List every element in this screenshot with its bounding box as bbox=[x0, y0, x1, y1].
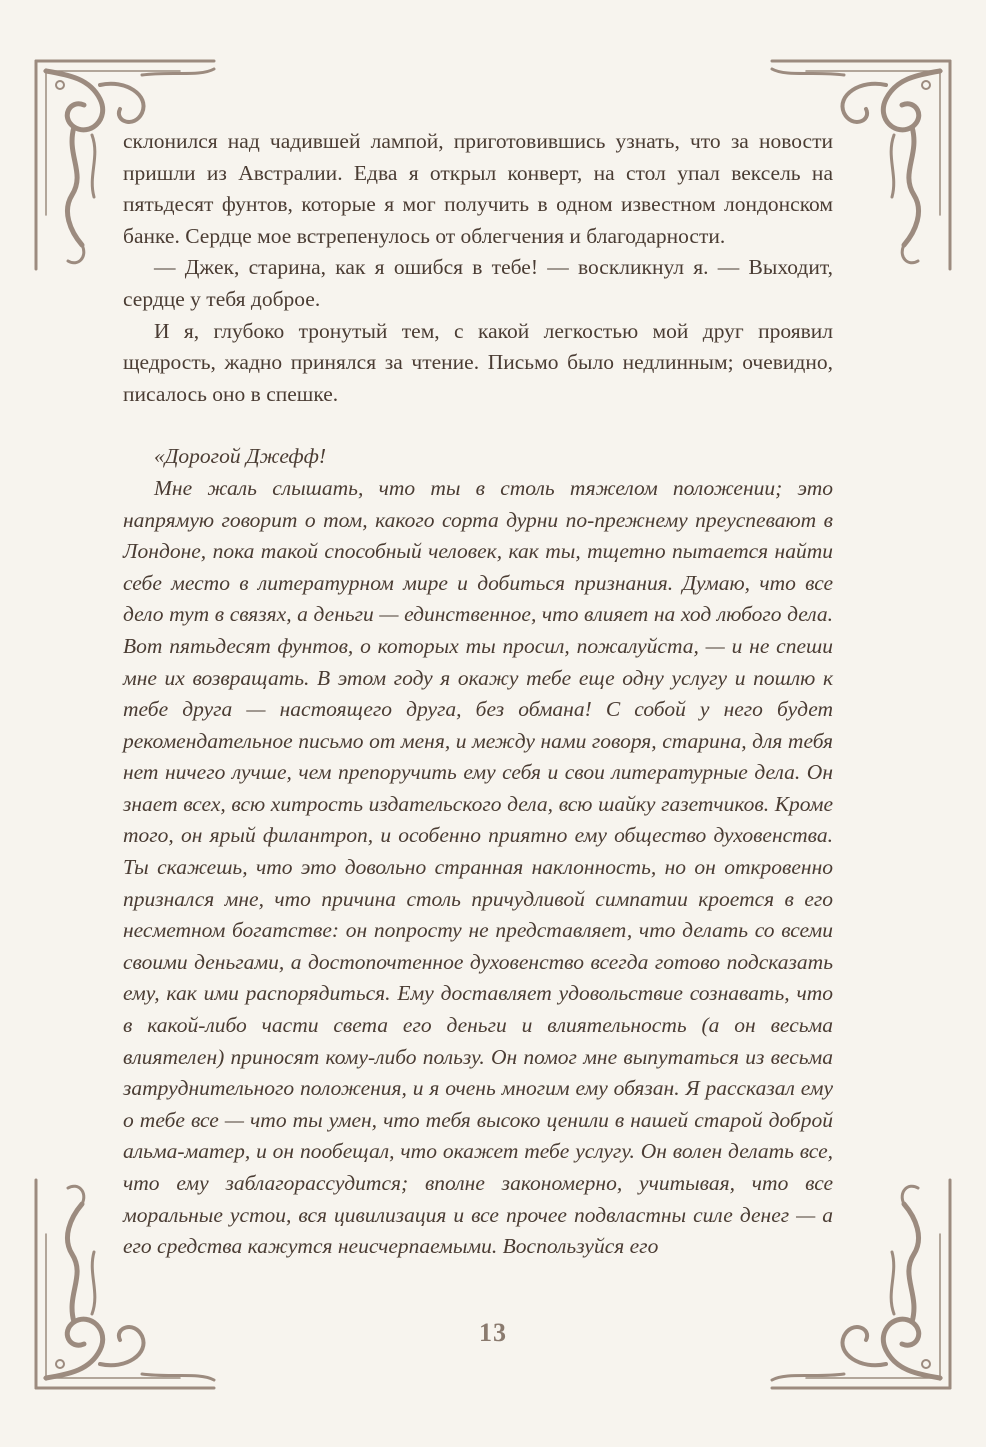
letter-body: Мне жаль слышать, что ты в столь тяжелом положении; это напрямую говорит о том, какого сорта дурни по-прежнему преуспевают в Лондоне, пока такой способный человек, как ты, тщетно пытается найти себе место в литературном мире и добиться признания. Думаю, что все дело тут в связях, а деньги — единственное, что влияет на ход любого дела. Вот пятьдесят фунтов, о которых ты просил, пожалуйста, — и не спеши мне их возвращать. В этом году я окажу тебе еще одну услугу и пошлю к тебе друга — настоящего друга, без обмана! С собой у него будет рекомендательное письмо от меня, и между нами говоря, старина, для тебя нет ничего лучше, чем препоручить ему себя и свои литературные дела. Он знает всех, всю хитрость издательского дела, всю шайку газетчиков. Кроме того, он ярый филантроп, и особенно приятно ему общество духовенства. Ты скажешь, что это довольно странная наклонность, но он откровенно признался мне, что причина столь причудливой симпатии кроется в его несметном богатстве: он попросту не представляет, что делать со всеми своими деньгами, а достопочтенное духовенство всегда готово подсказать ему, как ими распорядиться. Ему доставляет удовольствие сознавать, что в какой-либо части света его деньги и влиятельность (а он весьма влиятелен) приносят кому-либо пользу. Он помог мне выпутаться из весьма затруднительного положения, и я очень многим ему обязан. Я рассказал ему о тебе все — что ты умен, что тебя высоко ценили в нашей старой доброй альма-матер, и он пообещал, что окажет тебе услугу. Он волен делать все, что ему заблагорассудится; вполне закономерно, учитывая, что все моральные устои, вся цивилизация и все прочее подвластны силе денег — а его средства кажутся неисчерпаемыми. Воспользуйся его bbox=[123, 475, 833, 1259]
letter-salutation: «Дорогой Джефф! bbox=[154, 444, 327, 469]
body-text bbox=[123, 126, 833, 1263]
paragraph-gap bbox=[123, 410, 833, 441]
page-number: 13 bbox=[479, 1318, 507, 1347]
paragraph: — Джек, старина, как я ошибся в тебе! — воскликнул я. — Выходит, сердце у тебя доброе. bbox=[123, 255, 833, 311]
paragraph: И я, глубоко тронутый тем, с какой легкостью мой друг проявил щедрость, жадно принялся за чтение. Письмо было недлинным; очевидно, писалось оно в спешке. bbox=[123, 318, 833, 406]
paragraph: склонился над чадившей лампой, приготовившись узнать, что за новости пришли из Австралии. Едва я открыл конверт, на стол упал вексель на пятьдесят фунтов, которые я мог получить в одном известном лондонском банке. Сердце мое встрепенулось от облегчения и благодарности. bbox=[123, 129, 833, 248]
